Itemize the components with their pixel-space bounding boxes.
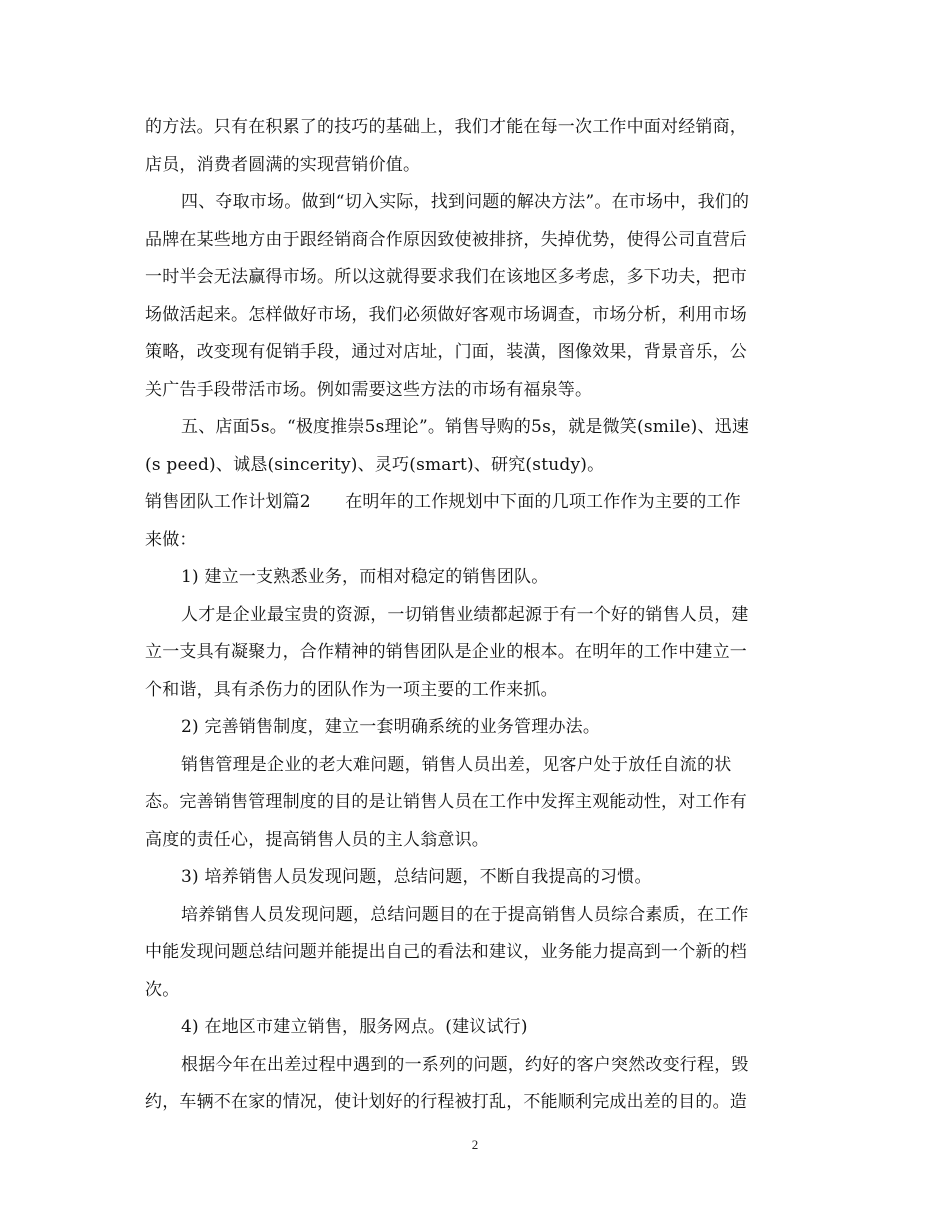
text-line: 立一支具有凝聚力，合作精神的销售团队是企业的根本。在明年的工作中建立一: [145, 642, 747, 662]
text-line: 个和谐，具有杀伤力的团队作为一项主要的工作来抓。: [145, 679, 558, 700]
text-line: 店员，消费者圆满的实现营销价值。: [145, 154, 421, 175]
text-line: 4) 在地区市建立销售，服务网点。(建议试行): [181, 1017, 528, 1037]
text-line: 1) 建立一支熟悉业务，而相对稳定的销售团队。: [181, 567, 549, 587]
text-line: 关广告手段带活市场。例如需要这些方法的市场有福泉等。: [145, 379, 593, 400]
text-line: 的方法。只有在积累了的技巧的基础上，我们才能在每一次工作中面对经销商，: [145, 117, 747, 137]
text-line: 四、夺取市场。做到“切入实际，找到问题的解决方法”。在市场中，我们的: [181, 192, 750, 212]
text-line: 销售管理是企业的老大难问题，销售人员出差，见客户处于放任自流的状: [181, 754, 732, 775]
text-line: 销售团队工作计划篇2 在明年的工作规划中下面的几项工作作为主要的工作: [145, 492, 741, 512]
text-line: 场做活起来。怎样做好市场，我们必须做好客观市场调查，市场分析，利用市场: [145, 304, 747, 325]
text-line: 策略，改变现有促销手段，通过对店址，门面，装潢，图像效果，背景音乐，公: [145, 342, 747, 362]
page-number: 2: [471, 1137, 479, 1152]
text-line: 培养销售人员发现问题，总结问题目的在于提高销售人员综合素质，在工作: [181, 904, 749, 925]
text-line: 3) 培养销售人员发现问题，总结问题，不断自我提高的习惯。: [181, 867, 652, 887]
text-line: 根据今年在出差过程中遇到的一系列的问题，约好的客户突然改变行程，毁: [181, 1054, 749, 1075]
text-line: 中能发现问题总结问题并能提出自己的看法和建议，业务能力提高到一个新的档: [145, 942, 747, 962]
text-line: 一时半会无法赢得市场。所以这就得要求我们在该地区多考虑，多下功夫，把市: [145, 267, 747, 287]
text-line: 次。: [145, 979, 180, 1000]
text-line: 态。完善销售管理制度的目的是让销售人员在工作中发挥主观能动性，对工作有: [145, 792, 747, 812]
text-line: 来做：: [145, 529, 197, 550]
text-line: 人才是企业最宝贵的资源，一切销售业绩都起源于有一个好的销售人员，建: [181, 604, 749, 625]
text-line: (s peed)、诚恳(sincerity)、灵巧(smart)、研究(study)。: [145, 454, 605, 475]
text-line: 2) 完善销售制度，建立一套明确系统的业务管理办法。: [181, 717, 601, 737]
text-line: 五、店面5s。“极度推崇5s理论”。销售导购的5s，就是微笑(smile)、迅速: [181, 417, 750, 437]
document-body: [145, 109, 807, 1122]
text-line: 品牌在某些地方由于跟经销商合作原因致使被排挤，失掉优势，使得公司直营后: [145, 229, 747, 250]
text-line: 约，车辆不在家的情况，使计划好的行程被打乱，不能顺利完成出差的目的。造: [145, 1092, 747, 1112]
text-line: 高度的责任心，提高销售人员的主人翁意识。: [145, 829, 489, 850]
